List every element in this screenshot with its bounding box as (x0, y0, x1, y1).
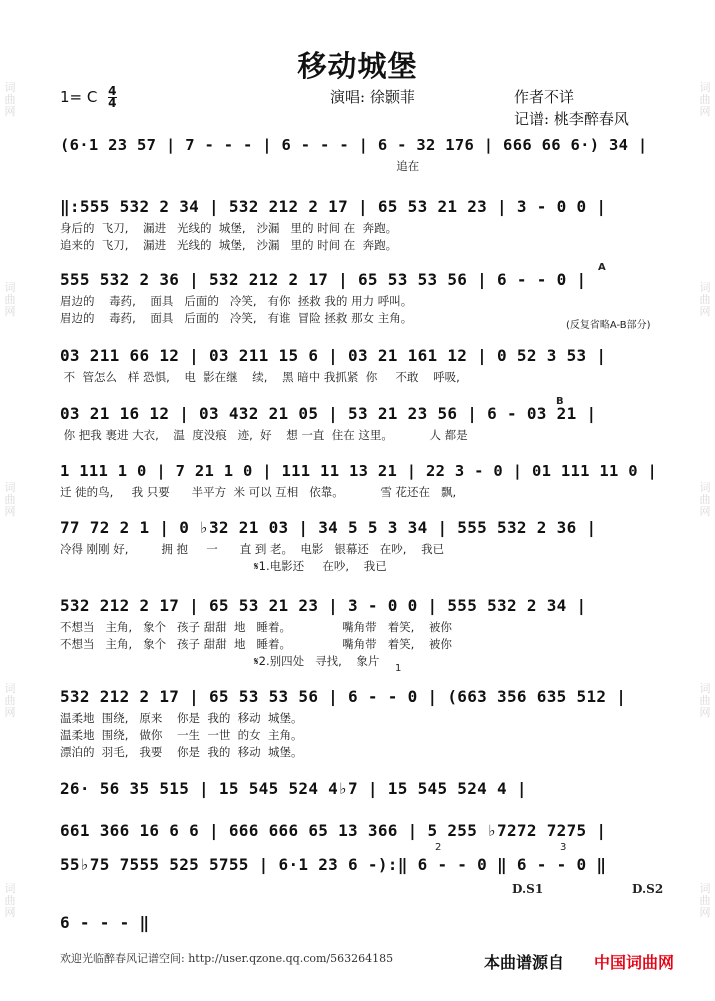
time-signature (108, 86, 116, 109)
left-watermark (2, 0, 18, 1001)
notes-line: 532 212 2 17 | 65 53 21 23 | 3 - 0 0 | 555 532 2 34 | (60, 596, 587, 615)
lyric-line: 𝄋1.电影还 在吵, 我已 (60, 559, 387, 573)
ds2-mark: D.S2 (632, 882, 664, 896)
lyric-line: 𝄋2.别四处 寻找, 象片 (60, 654, 380, 668)
time-top: 4 (108, 84, 117, 98)
volta-2: 2 (435, 842, 442, 853)
notes-line: 03 21 16 12 | 03 432 21 05 | 53 21 23 56 | 6 - 03 21 | (60, 404, 597, 423)
lyric-line: 追来的 飞刀, 漏进 光线的 城堡, 沙漏 里的 时间 在 奔跑。 (60, 238, 398, 252)
song-title: 移动城堡 (297, 49, 418, 83)
mark-b: B (556, 396, 564, 407)
watermark-mark: 词 曲 网 (4, 281, 16, 319)
transcriber-credit: 记谱: 桃李醉春风 (514, 110, 629, 128)
lyric-line: 温柔地 围绕, 原来 你是 我的 移动 城堡。 (60, 711, 303, 725)
watermark-mark: 词 曲 网 (4, 681, 16, 719)
notes-line: 6 - - - ‖ (60, 913, 150, 932)
lyric-line: 不想当 主角, 象个 孩子 甜甜 地 睡着。 嘴角带 着笑, 被你 (60, 620, 452, 634)
notes-line: 532 212 2 17 | 65 53 53 56 | 6 - - 0 | (663 356 635 512 | (60, 687, 627, 706)
notes-line: 26· 56 35 515 | 15 545 524 4♭7 | 15 545 524 4 | (60, 779, 527, 798)
volta-1: 1 (395, 663, 402, 674)
right-watermark (697, 0, 713, 1001)
lyric-line: 漂泊的 羽毛, 我要 你是 我的 移动 城堡。 (60, 745, 303, 759)
watermark-mark: 词 曲 网 (4, 881, 16, 919)
notes-line: 77 72 2 1 | 0 ♭32 21 03 | 34 5 5 3 34 | 555 532 2 36 | (60, 518, 597, 537)
notes-line: 661 366 16 6 6 | 666 666 65 13 366 | 5 255 ♭7272 7275 | (60, 821, 607, 840)
notes-line: 55♭75 7555 525 5755 | 6·1 23 6 -):‖ 6 - - 0 ‖ 6 - - 0 ‖ (60, 855, 607, 874)
lyric-line: 身后的 飞刀, 漏进 光线的 城堡, 沙漏 里的 时间 在 奔跑。 (60, 221, 398, 235)
key-label: 1= C (60, 88, 98, 106)
lyric-line: 不 管怎么 样 恐惧, 电 影在继 续, 黑 暗中 我抓紧 你 不敢 呼吸, (60, 370, 460, 384)
lyric-line: 眉边的 毒药, 面具 后面的 冷笑, 有谁 冒险 拯救 那女 主角。 (60, 311, 413, 325)
notes-line: 1 111 1 0 | 7 21 1 0 | 111 11 13 21 | 22 3 - 0 | 01 111 11 0 | (60, 462, 658, 480)
ds1-mark: D.S1 (512, 882, 544, 896)
watermark-mark: 词 曲 网 (699, 81, 711, 119)
lyric-line: 你 把我 裹进 大衣, 温 度没痕 迹, 好 想 一直 住在 这里。 人 都是 (60, 428, 468, 442)
key-signature (60, 86, 117, 109)
notes-line: 555 532 2 36 | 532 212 2 17 | 65 53 53 56 | 6 - - 0 | (60, 270, 587, 289)
lyric-line: 温柔地 围绕, 做你 一生 一世 的女 主角。 (60, 728, 303, 742)
watermark-mark: 词 曲 网 (699, 681, 711, 719)
footer-source-label: 本曲谱源自 (484, 953, 565, 972)
singer-credit: 演唱: 徐颢菲 (330, 88, 415, 106)
watermark-mark: 词 曲 网 (699, 481, 711, 519)
time-bottom: 4 (108, 96, 117, 110)
footer-welcome: 欢迎光临醉春风记谱空间: http://user.qzone.qq.com/563264185 (60, 952, 394, 965)
notes-line: 03 211 66 12 | 03 211 15 6 | 03 21 161 12 | 0 52 3 53 | (60, 346, 607, 365)
repeat-note: (反复省略A-B部分) (566, 320, 651, 331)
watermark-mark: 词 曲 网 (699, 281, 711, 319)
volta-3: 3 (560, 842, 567, 853)
watermark-mark: 词 曲 网 (699, 881, 711, 919)
watermark-mark: 词 曲 网 (4, 81, 16, 119)
author-credit: 作者不详 (514, 88, 575, 106)
mark-a: A (598, 262, 606, 273)
lyric-line: 冷得 刚刚 好, 拥 抱 一 直 到 老。 电影 银幕还 在吵, 我已 (60, 542, 445, 556)
notes-line: (6·1 23 57 | 7 - - - | 6 - - - | 6 - 32 176 | 666 66 6·) 34 | (60, 136, 648, 154)
lyric-line: 迁 徙的鸟, 我 只要 半平方 米 可以 互相 依靠。 雪 花还在 飘, (60, 485, 457, 499)
footer-site-name: 中国词曲网 (594, 953, 675, 972)
watermark-mark: 词 曲 网 (4, 481, 16, 519)
lyric-line: 追在 (60, 159, 420, 173)
lyric-line: 不想当 主角, 象个 孩子 甜甜 地 睡着。 嘴角带 着笑, 被你 (60, 637, 452, 651)
lyric-line: 眉边的 毒药, 面具 后面的 冷笑, 有你 拯救 我的 用力 呼叫。 (60, 294, 413, 308)
notes-line: ‖:555 532 2 34 | 532 212 2 17 | 65 53 21 23 | 3 - 0 0 | (60, 197, 607, 216)
